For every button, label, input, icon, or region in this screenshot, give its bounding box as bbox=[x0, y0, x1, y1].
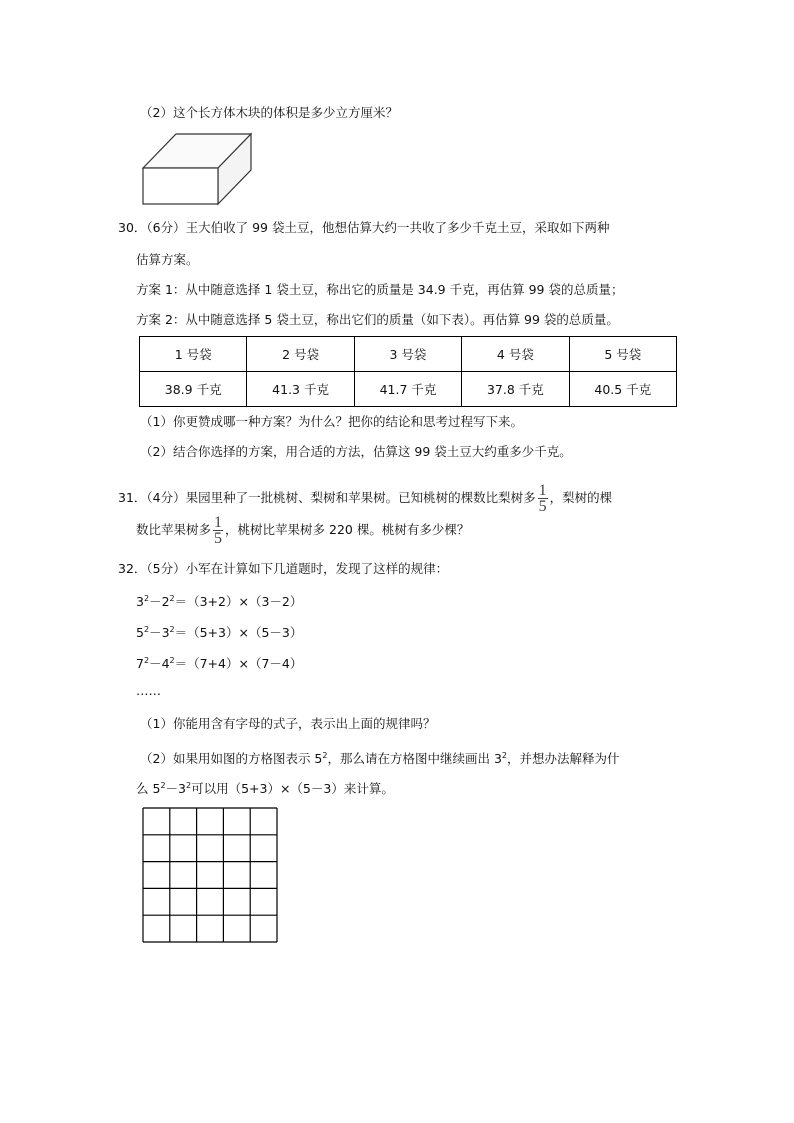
t: 么 5 bbox=[136, 781, 161, 797]
t: ，并想办法解释为什 bbox=[507, 751, 620, 767]
t: 4 bbox=[161, 656, 170, 672]
q31-line1 bbox=[118, 482, 612, 514]
numerator: 1 bbox=[538, 482, 547, 499]
table-header: 5 号袋 bbox=[569, 337, 676, 372]
square-grid-5x5 bbox=[142, 807, 279, 944]
ellipsis: …… bbox=[136, 683, 161, 698]
denominator: 5 bbox=[538, 498, 547, 515]
table-header: 4 号袋 bbox=[462, 337, 569, 372]
table-header: 3 号袋 bbox=[354, 337, 461, 372]
q30-plan1: 方案 1：从中随意选择 1 袋土豆，称出它的质量是 34.9 千克，再估算 99 袋的总质量； bbox=[136, 282, 624, 297]
t: 7 bbox=[136, 656, 144, 672]
table-cell: 40.5 千克 bbox=[569, 372, 676, 407]
t: 2 bbox=[169, 594, 175, 603]
q30-sub2: （2）结合你选择的方案，用合适的方法，估算这 99 袋土豆大约重多少千克。 bbox=[140, 444, 572, 459]
table-cell: 41.3 千克 bbox=[247, 372, 354, 407]
t: 2 bbox=[143, 625, 150, 634]
t: 5 bbox=[136, 625, 144, 641]
t: 2 bbox=[322, 751, 328, 760]
equation-1: $3^2-2^2=(3+2)\times(3-2)$ bbox=[136, 594, 303, 610]
t: 2 bbox=[160, 781, 166, 790]
numerator: 1 bbox=[214, 514, 223, 531]
q30-line2: 估算方案。 bbox=[136, 252, 199, 267]
q30-sub1: （1）你更赞成哪一种方案？为什么？把你的结论和思考过程写下来。 bbox=[140, 414, 523, 429]
t: ＝（5+3）×（5－3） bbox=[174, 625, 303, 641]
q31-line2 bbox=[136, 514, 469, 546]
t: 3 bbox=[161, 625, 170, 641]
q32-sub1: （1）你能用含有字母的式子，表示出上面的规律吗？ bbox=[140, 716, 436, 731]
table-cell: 41.7 千克 bbox=[354, 372, 461, 407]
t: 2 bbox=[169, 625, 175, 634]
q32-sub2 bbox=[140, 748, 620, 767]
q30-plan2: 方案 2：从中随意选择 5 袋土豆，称出它们的质量（如下表）。再估算 99 袋的总质量。 bbox=[136, 312, 619, 327]
q30-line1: 30．（6分）王大伯收了 99 袋土豆，他想估算大约一共收了多少千克土豆，采取如下两种 bbox=[118, 220, 610, 235]
t: 2 bbox=[501, 751, 508, 760]
t: 2 bbox=[185, 781, 192, 790]
cuboid-figure bbox=[138, 130, 256, 206]
q32-line1: 32．（5分）小军在计算如下几道题时，发现了这样的规律： bbox=[118, 561, 449, 576]
text: ，桃树比苹果树多 220 棵。桃树有多少棵？ bbox=[225, 522, 470, 537]
text: 31．（4分）果园里种了一批桃树、梨树和苹果树。已知桃树的棵数比梨树多 bbox=[118, 490, 536, 505]
t: －3 bbox=[165, 781, 186, 797]
fraction bbox=[538, 483, 548, 514]
t: 可以用（5+3）×（5－3）来计算。 bbox=[191, 781, 394, 797]
q29-sub2: （2）这个长方体木块的体积是多少立方厘米？ bbox=[140, 105, 398, 120]
t: ＝（3+2）×（3－2） bbox=[174, 594, 303, 610]
table-header: 2 号袋 bbox=[247, 337, 354, 372]
t: ，那么请在方格图中继续画出 3 bbox=[327, 751, 502, 767]
equation-2: $5^2-3^2=(5+3)\times(5-3)$ bbox=[136, 625, 303, 641]
text: ，梨树的棵 bbox=[549, 490, 613, 505]
t: （2）如果用如图的方格图表示 5 bbox=[140, 751, 323, 767]
text: 数比苹果树多 bbox=[136, 522, 212, 537]
table-header: 1 号袋 bbox=[140, 337, 247, 372]
t: 2 bbox=[143, 656, 150, 665]
t: ＝（7+4）×（7－4） bbox=[174, 656, 303, 672]
denominator: 5 bbox=[214, 530, 223, 547]
potato-weight-table bbox=[139, 336, 677, 407]
t: 2 bbox=[169, 656, 175, 665]
fraction bbox=[213, 515, 223, 546]
q32-sub2-cont bbox=[136, 778, 394, 797]
t: 2 bbox=[143, 594, 150, 603]
equation-3: $7^2-4^2=(7+4)\times(7-4)$ bbox=[136, 656, 303, 672]
t: 3 bbox=[136, 594, 144, 610]
t: 2 bbox=[161, 594, 170, 610]
table-cell: 38.9 千克 bbox=[140, 372, 247, 407]
table-cell: 37.8 千克 bbox=[462, 372, 569, 407]
